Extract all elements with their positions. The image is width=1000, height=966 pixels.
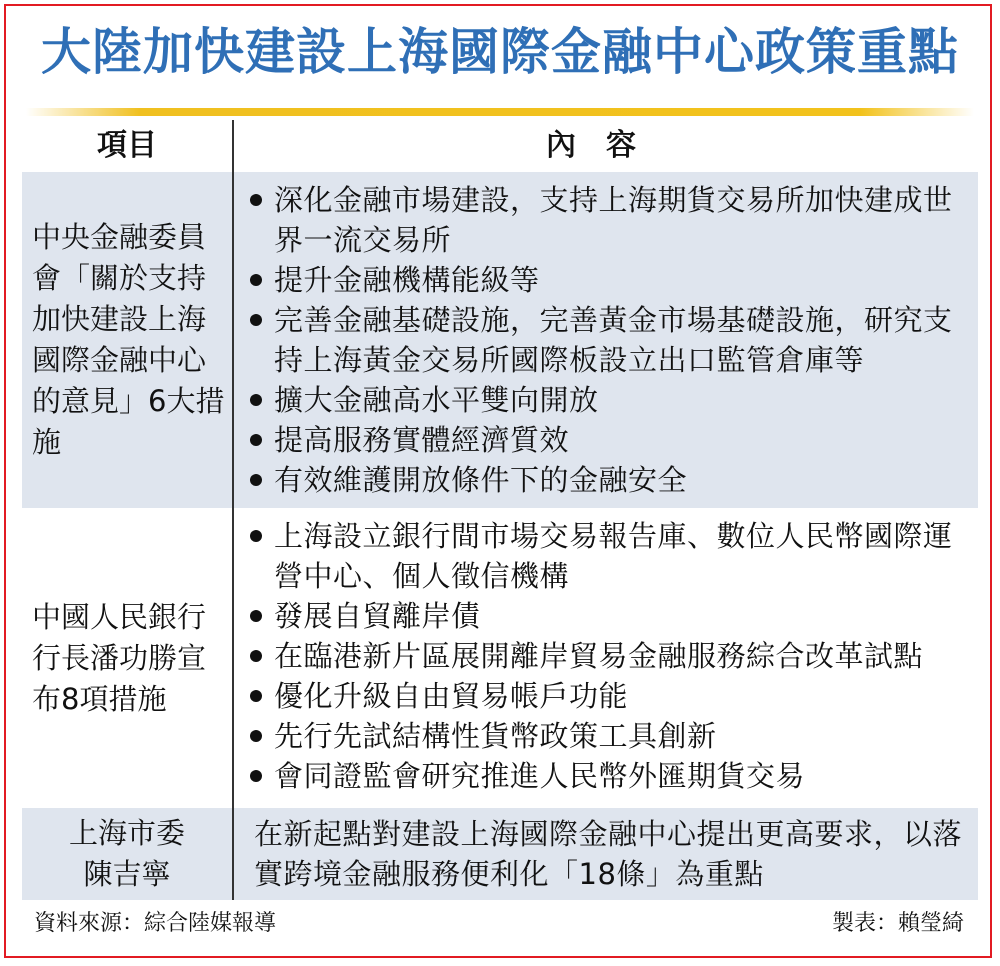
bullet-icon (250, 770, 262, 782)
row-content-text: 在新起點對建設上海國際金融中心提出更高要求，以落實跨境金融服務便利化「18條」為重點 (254, 817, 963, 891)
row-item-label: 上海市委陳吉寧 (68, 816, 185, 891)
bullet-icon (250, 194, 262, 206)
bullet-icon (250, 650, 262, 662)
row-item-cell (22, 510, 232, 806)
bullet-list (244, 516, 978, 796)
list-item: 上海設立銀行間市場交易報告庫、數位人民幣國際運營中心、個人徵信機構 (244, 516, 978, 596)
row-content-cell (244, 814, 978, 894)
list-item: 發展自貿離岸債 (244, 596, 978, 636)
bullet-icon (250, 610, 262, 622)
column-divider (232, 120, 234, 900)
row-item-label: 中國人民銀行行長潘功勝宣布8項措施 (32, 599, 207, 716)
bullet-icon (250, 274, 262, 286)
footer (22, 904, 978, 944)
list-item: 在臨港新片區展開離岸貿易金融服務綜合改革試點 (244, 636, 978, 676)
row-content-cell (244, 180, 978, 500)
table-row (22, 510, 978, 806)
bullet-icon (250, 530, 262, 542)
table-row (22, 808, 978, 900)
row-item-label: 中央金融委員會「關於支持加快建設上海國際金融中心的意見」6大措施 (32, 220, 225, 459)
list-item: 深化金融市場建設，支持上海期貨交易所加快建成世界一流交易所 (244, 180, 978, 260)
header-item: 項目 (97, 128, 157, 163)
bullet-icon (250, 690, 262, 702)
bullet-icon (250, 394, 262, 406)
list-item: 擴大金融高水平雙向開放 (244, 380, 978, 420)
header-content: 內容 (546, 128, 666, 163)
page-title: 大陸加快建設上海國際金融中心政策重點 (41, 23, 959, 81)
title-divider (26, 108, 974, 116)
bullet-icon (250, 434, 262, 446)
table-row (22, 172, 978, 508)
list-item: 完善金融基礎設施，完善黃金市場基礎設施，研究支持上海黃金交易所國際板設立出口監管倉庫等 (244, 300, 978, 380)
list-item: 有效維護開放條件下的金融安全 (244, 460, 978, 500)
list-item: 先行先試結構性貨幣政策工具創新 (244, 716, 978, 756)
row-item-cell (22, 172, 232, 508)
table-header (22, 122, 978, 170)
bullet-icon (250, 314, 262, 326)
list-item: 優化升級自由貿易帳戶功能 (244, 676, 978, 716)
list-item: 提升金融機構能級等 (244, 260, 978, 300)
bullet-icon (250, 730, 262, 742)
source-note: 資料來源：綜合陸媒報導 (34, 911, 277, 936)
row-item-cell (22, 808, 232, 900)
row-content-cell (244, 516, 978, 796)
list-item: 提高服務實體經濟質效 (244, 420, 978, 460)
bullet-icon (250, 474, 262, 486)
bullet-list (244, 180, 978, 500)
list-item: 會同證監會研究推進人民幣外匯期貨交易 (244, 756, 978, 796)
maker-note: 製表：賴瑩綺 (831, 911, 964, 936)
